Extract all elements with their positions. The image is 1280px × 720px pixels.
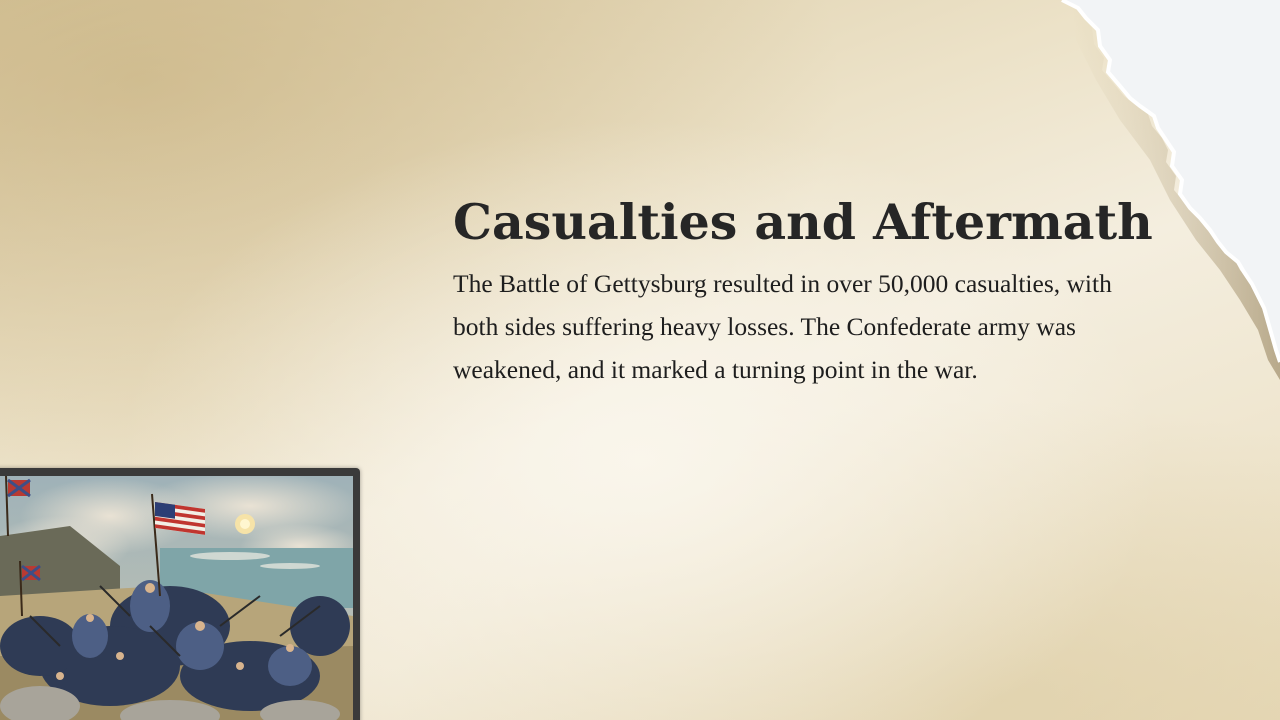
image-frame (0, 468, 360, 720)
slide-body: The Battle of Gettysburg resulted in over 50,000 casualties, with both sides suffering heavy losses. The Confederate army was weakened, and it marked a turning point in the war. (453, 269, 1112, 384)
text-block (453, 186, 1153, 391)
battle-painting (0, 476, 353, 720)
slide-title: Casualties and Aftermath (453, 193, 1153, 251)
